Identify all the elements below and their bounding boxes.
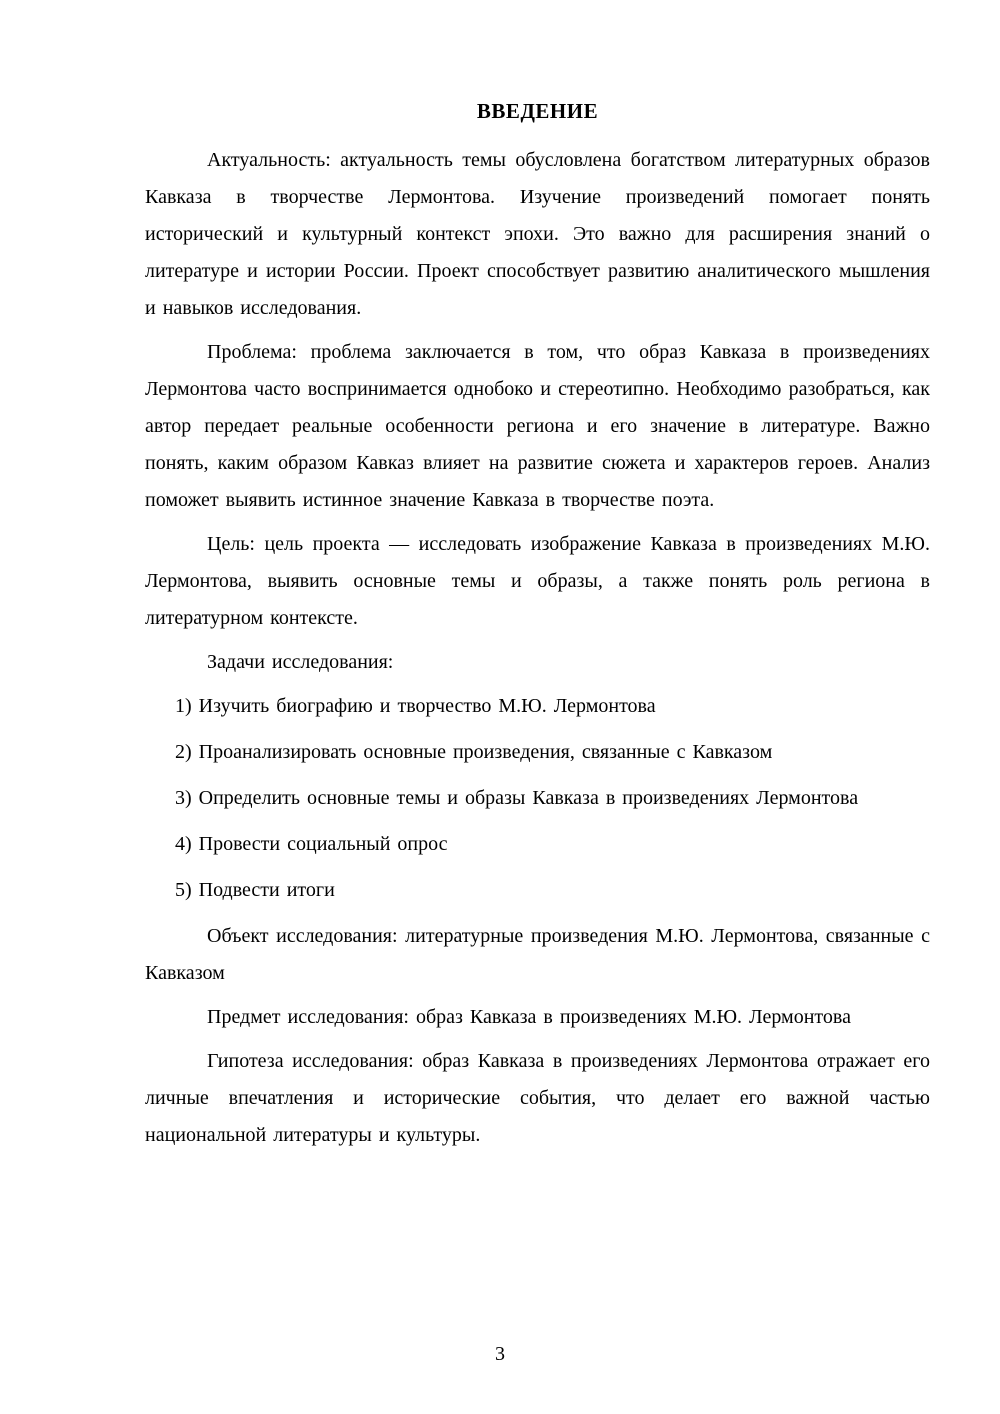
task-item-1: 1) Изучить биографию и творчество М.Ю. Лермонтова [175, 695, 656, 717]
paragraph-obekt: Объект исследования: литературные произведения М.Ю. Лермонтова, связанные с Кавказом [145, 925, 930, 984]
paragraph-gipoteza: Гипотеза исследования: образ Кавказа в произведениях Лермонтова отражает его личные впечатления и исторические события, что делает его важной частью национальной литературы и культуры. [145, 1050, 930, 1146]
tasks-heading: Задачи исследования: [207, 651, 394, 673]
task-item-5: 5) Подвести итоги [175, 879, 335, 901]
paragraph-predmet: Предмет исследования: образ Кавказа в произведениях М.Ю. Лермонтова [207, 1006, 851, 1028]
paragraph-tsel: Цель: цель проекта — исследовать изображение Кавказа в произведениях М.Ю. Лермонтова, выявить основные темы и образы, а также понять роль региона в литературном контексте. [145, 533, 930, 629]
paragraph-problema: Проблема: проблема заключается в том, что образ Кавказа в произведениях Лермонтова часто воспринимается однобоко и стереотипно. Необходимо разобраться, как автор передает реальные особенности региона и его значение в литературе. Важно понять, каким образом Кавказ влияет на развитие сюжета и характеров героев. Анализ поможет выявить истинное значение Кавказа в творчестве поэта. [145, 341, 930, 511]
page-number: 3 [495, 1343, 505, 1365]
page-title: ВВЕДЕНИЕ [476, 99, 599, 123]
task-item-3: 3) Определить основные темы и образы Кавказа в произведениях Лермонтова [175, 787, 859, 809]
task-item-2: 2) Проанализировать основные произведения, связанные с Кавказом [175, 741, 773, 763]
task-item-4: 4) Провести социальный опрос [175, 833, 448, 855]
paragraph-aktualnost: Актуальность: актуальность темы обусловлена богатством литературных образов Кавказа в творчестве Лермонтова. Изучение произведений помогает понять исторический и культурный контекст эпохи. Это важно для расширения знаний о литературе и истории России. Проект способствует развитию аналитического мышления и навыков исследования. [145, 149, 930, 319]
